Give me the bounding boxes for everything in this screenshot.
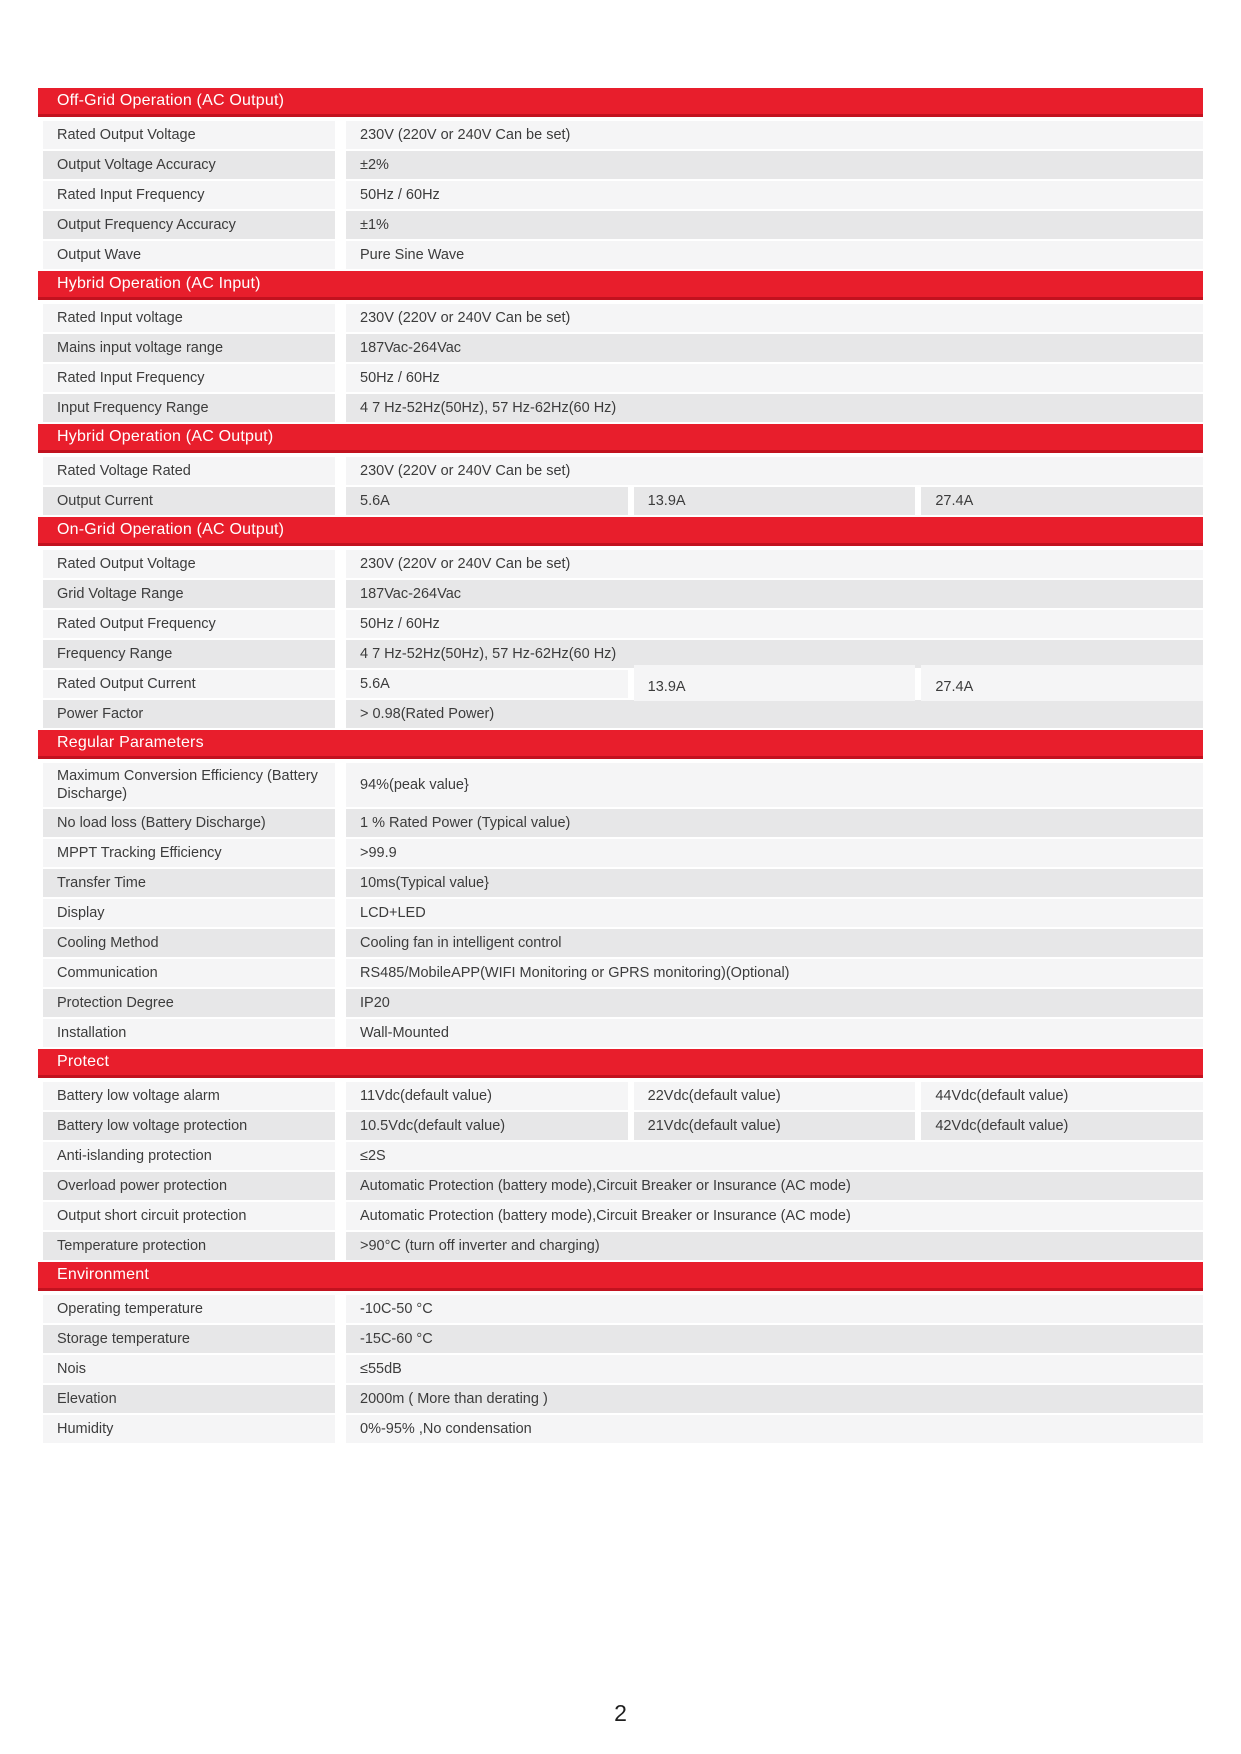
row-value: IP20 [346, 989, 1203, 1017]
row-value: RS485/MobileAPP(WIFI Monitoring or GPRS monitoring)(Optional) [346, 959, 1203, 987]
row-values [346, 640, 1203, 668]
spec-row [38, 700, 1203, 728]
row-values [346, 151, 1203, 179]
spec-row [38, 989, 1203, 1017]
row-value: -15C-60 °C [346, 1325, 1203, 1353]
row-values [346, 580, 1203, 608]
spec-row [38, 394, 1203, 422]
row-label: Cooling Method [43, 929, 335, 957]
spec-row [38, 334, 1203, 362]
row-label: Temperature protection [43, 1232, 335, 1260]
row-values [346, 809, 1203, 837]
row-label: Grid Voltage Range [43, 580, 335, 608]
section-title: Protect [57, 1053, 110, 1071]
row-value: 13.9A [634, 487, 916, 515]
row-label: Rated Output Voltage [43, 550, 335, 578]
row-value: 230V (220V or 240V Can be set) [346, 550, 1203, 578]
row-value: ≤2S [346, 1142, 1203, 1170]
spec-row [38, 1142, 1203, 1170]
row-label: Output short circuit protection [43, 1202, 335, 1230]
row-values [346, 763, 1203, 807]
row-value: 13.9A [634, 665, 916, 701]
row-values [346, 1019, 1203, 1047]
row-label: Mains input voltage range [43, 334, 335, 362]
section-title: Hybrid Operation (AC Output) [57, 428, 274, 445]
row-value: ±1% [346, 211, 1203, 239]
row-label: Rated Input Frequency [43, 181, 335, 209]
row-values [346, 1385, 1203, 1413]
row-values [346, 550, 1203, 578]
row-label: Frequency Range [43, 640, 335, 668]
section-header [38, 1049, 1203, 1078]
row-values [346, 241, 1203, 269]
spec-row [38, 1385, 1203, 1413]
row-value: 22Vdc(default value) [634, 1082, 916, 1110]
row-value: 50Hz / 60Hz [346, 610, 1203, 638]
spec-row [38, 1415, 1203, 1443]
row-values [346, 670, 1203, 698]
row-label: Installation [43, 1019, 335, 1047]
row-label: Maximum Conversion Efficiency (Battery Discharge) [43, 763, 335, 807]
section-title: Off-Grid Operation (AC Output) [57, 92, 285, 109]
section-header [38, 424, 1203, 453]
section-header [38, 271, 1203, 300]
row-values [346, 1082, 1203, 1110]
row-values [346, 1202, 1203, 1230]
row-label: Anti-islanding protection [43, 1142, 335, 1170]
row-label: Operating temperature [43, 1295, 335, 1323]
row-values [346, 869, 1203, 897]
row-label: MPPT Tracking Efficiency [43, 839, 335, 867]
row-label: Battery low voltage alarm [43, 1082, 335, 1110]
row-label: Rated Output Current [43, 670, 335, 698]
row-values [346, 211, 1203, 239]
section-title: Environment [57, 1266, 150, 1284]
row-label: Rated Output Voltage [43, 121, 335, 149]
row-values [346, 121, 1203, 149]
row-values [346, 1355, 1203, 1383]
row-label: Overload power protection [43, 1172, 335, 1200]
row-value: >99.9 [346, 839, 1203, 867]
spec-row [38, 1019, 1203, 1047]
row-values [346, 1295, 1203, 1323]
row-label: Transfer Time [43, 869, 335, 897]
row-label: Elevation [43, 1385, 335, 1413]
spec-row [38, 929, 1203, 957]
spec-row [38, 487, 1203, 515]
spec-row [38, 211, 1203, 239]
spec-row [38, 1202, 1203, 1230]
row-value: 10ms(Typical value} [346, 869, 1203, 897]
row-label: No load loss (Battery Discharge) [43, 809, 335, 837]
row-label: Rated Input voltage [43, 304, 335, 332]
row-value: 21Vdc(default value) [634, 1112, 916, 1140]
row-label: Battery low voltage protection [43, 1112, 335, 1140]
spec-row [38, 640, 1203, 668]
row-values [346, 1232, 1203, 1260]
row-value: Automatic Protection (battery mode),Circuit Breaker or Insurance (AC mode) [346, 1202, 1203, 1230]
spec-row [38, 610, 1203, 638]
spec-row [38, 181, 1203, 209]
spec-section [38, 271, 1203, 422]
spec-row [38, 1325, 1203, 1353]
section-title: Regular Parameters [57, 734, 204, 751]
row-value: 4 7 Hz-52Hz(50Hz), 57 Hz-62Hz(60 Hz) [346, 640, 1203, 668]
row-value: ±2% [346, 151, 1203, 179]
row-values [346, 899, 1203, 927]
row-value: 5.6A [346, 487, 628, 515]
spec-section [38, 1262, 1203, 1443]
row-value: 10.5Vdc(default value) [346, 1112, 628, 1140]
spec-table [38, 88, 1203, 1445]
row-value: LCD+LED [346, 899, 1203, 927]
row-value: 1 % Rated Power (Typical value) [346, 809, 1203, 837]
row-label: Communication [43, 959, 335, 987]
row-value: 11Vdc(default value) [346, 1082, 628, 1110]
row-label: Output Wave [43, 241, 335, 269]
spec-row [38, 457, 1203, 485]
row-value: Pure Sine Wave [346, 241, 1203, 269]
row-value: 230V (220V or 240V Can be set) [346, 457, 1203, 485]
row-values [346, 1172, 1203, 1200]
row-value: 0%-95% ,No condensation [346, 1415, 1203, 1443]
row-value: Wall-Mounted [346, 1019, 1203, 1047]
spec-section [38, 88, 1203, 269]
row-value: >90°C (turn off inverter and charging) [346, 1232, 1203, 1260]
row-value: 230V (220V or 240V Can be set) [346, 304, 1203, 332]
spec-row [38, 809, 1203, 837]
spec-row [38, 580, 1203, 608]
spec-row [38, 304, 1203, 332]
row-values [346, 839, 1203, 867]
spec-section [38, 730, 1203, 1047]
row-values [346, 181, 1203, 209]
row-values [346, 457, 1203, 485]
spec-row [38, 550, 1203, 578]
row-value: 2000m ( More than derating ) [346, 1385, 1203, 1413]
spec-row [38, 670, 1203, 698]
spec-row [38, 1355, 1203, 1383]
section-header [38, 730, 1203, 759]
row-label: Input Frequency Range [43, 394, 335, 422]
row-value: 5.6A [346, 670, 628, 698]
row-value: Cooling fan in intelligent control [346, 929, 1203, 957]
row-label: Rated Output Frequency [43, 610, 335, 638]
row-values [346, 487, 1203, 515]
row-label: Output Current [43, 487, 335, 515]
spec-row [38, 899, 1203, 927]
row-values [346, 334, 1203, 362]
row-value: 42Vdc(default value) [921, 1112, 1203, 1140]
row-label: Rated Input Frequency [43, 364, 335, 392]
spec-section [38, 517, 1203, 728]
spec-row [38, 839, 1203, 867]
row-values [346, 1142, 1203, 1170]
row-label: Protection Degree [43, 989, 335, 1017]
row-value: > 0.98(Rated Power) [346, 700, 1203, 728]
spec-row [38, 1232, 1203, 1260]
section-header [38, 88, 1203, 117]
row-value: 50Hz / 60Hz [346, 364, 1203, 392]
section-title: On-Grid Operation (AC Output) [57, 521, 285, 538]
row-value: -10C-50 °C [346, 1295, 1203, 1323]
spec-row [38, 1172, 1203, 1200]
spec-row [38, 121, 1203, 149]
spec-section [38, 424, 1203, 515]
spec-row [38, 151, 1203, 179]
spec-row [38, 763, 1203, 807]
spec-row [38, 1082, 1203, 1110]
row-label: Humidity [43, 1415, 335, 1443]
row-value: Automatic Protection (battery mode),Circuit Breaker or Insurance (AC mode) [346, 1172, 1203, 1200]
row-values [346, 610, 1203, 638]
row-values [346, 929, 1203, 957]
page-number: 2 [614, 1700, 627, 1726]
row-values [346, 1325, 1203, 1353]
row-values [346, 700, 1203, 728]
row-values [346, 394, 1203, 422]
row-value: 4 7 Hz-52Hz(50Hz), 57 Hz-62Hz(60 Hz) [346, 394, 1203, 422]
row-label: Power Factor [43, 700, 335, 728]
row-label: Display [43, 899, 335, 927]
spec-section [38, 1049, 1203, 1260]
spec-row [38, 1295, 1203, 1323]
spec-row [38, 1112, 1203, 1140]
row-label: Output Frequency Accuracy [43, 211, 335, 239]
spec-row [38, 241, 1203, 269]
row-values [346, 959, 1203, 987]
row-values [346, 1415, 1203, 1443]
spec-row [38, 869, 1203, 897]
row-values [346, 364, 1203, 392]
row-value: ≤55dB [346, 1355, 1203, 1383]
row-value: 44Vdc(default value) [921, 1082, 1203, 1110]
section-header [38, 1262, 1203, 1291]
row-value: 50Hz / 60Hz [346, 181, 1203, 209]
spec-row [38, 364, 1203, 392]
row-value: 27.4A [921, 487, 1203, 515]
spec-row [38, 959, 1203, 987]
row-values [346, 304, 1203, 332]
row-values [346, 989, 1203, 1017]
row-value: 187Vac-264Vac [346, 580, 1203, 608]
row-label: Nois [43, 1355, 335, 1383]
section-header [38, 517, 1203, 546]
row-label: Rated Voltage Rated [43, 457, 335, 485]
section-title: Hybrid Operation (AC Input) [57, 275, 261, 292]
row-label: Storage temperature [43, 1325, 335, 1353]
row-value: 27.4A [921, 665, 1203, 701]
row-value: 230V (220V or 240V Can be set) [346, 121, 1203, 149]
row-value: 187Vac-264Vac [346, 334, 1203, 362]
row-values [346, 1112, 1203, 1140]
row-value: 94%(peak value} [346, 763, 1203, 807]
row-label: Output Voltage Accuracy [43, 151, 335, 179]
